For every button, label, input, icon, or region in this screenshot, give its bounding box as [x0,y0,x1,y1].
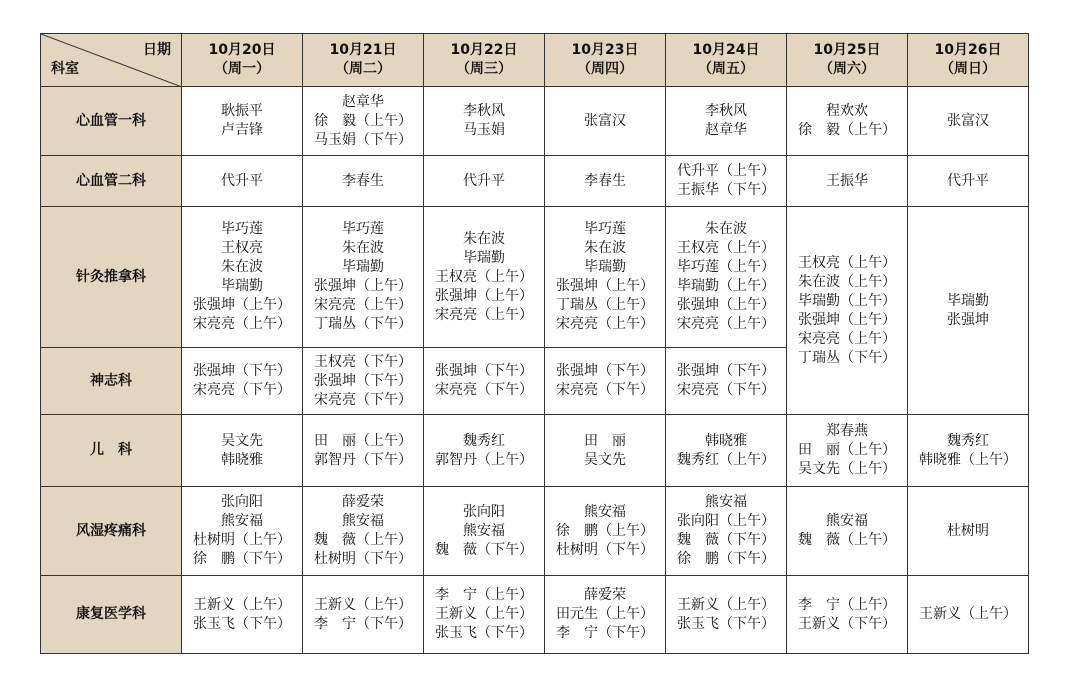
schedule-cell [182,207,303,348]
day-header [303,34,424,87]
day-header [666,34,787,87]
schedule-cell [666,348,787,415]
table-row [41,415,1029,487]
staff-entry: 徐 毅（上午） [798,122,896,138]
day-weekday: （周六） [819,61,875,77]
staff-entry: 熊安福 [342,513,384,529]
staff-entry: 张强坤（上午） [193,297,291,313]
schedule-cell-merged [908,207,1029,415]
date-label: 日期 [143,42,171,58]
staff-entry: 毕巧莲 [221,221,263,237]
schedule-cell [303,576,424,654]
schedule-cell [787,576,908,654]
schedule-cell [545,487,666,576]
staff-entry: 王新义（上午） [919,606,1017,622]
staff-entry: 朱在波 [463,230,505,247]
schedule-cell [182,487,303,576]
schedule-cell [787,487,908,576]
staff-entry: 田 丽 [584,432,626,449]
staff-entry: 张玉飞（下午） [193,615,291,632]
staff-entry: 徐 鹏（下午） [193,551,291,567]
schedule-cell [666,207,787,348]
staff-entry: 熊安福 [463,522,505,539]
staff-entry: 张强坤（下午） [193,363,291,379]
staff-entry: 代升平（上午） [677,163,775,179]
staff-entry: 王权亮（上午） [798,254,896,271]
day-header [787,34,908,87]
staff-entry: 丁瑞丛（上午） [556,297,654,313]
schedule-cell [424,348,545,415]
staff-entry: 熊安福 [705,494,747,510]
staff-entry: 李秋风 [463,103,505,119]
staff-entry: 吴文先（上午） [798,461,896,477]
staff-entry: 毕瑞勤 [463,249,505,266]
table-row [41,207,1029,348]
staff-entry: 王新义（上午） [314,596,412,613]
staff-entry: 张强坤（上午） [556,278,654,294]
table-row [41,156,1029,207]
table-row [41,487,1029,576]
staff-entry: 李春生 [584,172,626,189]
staff-entry: 李 宁（上午） [798,596,896,613]
staff-entry: 李 宁（上午） [435,587,533,603]
staff-entry: 张向阳 [221,494,263,510]
dept-name: 康复医学科 [41,576,182,654]
staff-entry: 宋亮亮（下午） [556,382,654,398]
schedule-cell [303,87,424,156]
staff-entry: 宋亮亮（上午） [314,297,412,313]
table-row [41,576,1029,654]
schedule-cell-merged [787,207,908,415]
staff-entry: 张强坤（上午） [677,297,775,313]
day-date: 10月20日 [208,42,276,58]
schedule-cell [908,576,1029,654]
staff-entry: 魏秀红 [947,432,989,449]
staff-entry: 杜树明（下午） [556,541,654,558]
staff-entry: 丁瑞丛（下午） [798,349,896,366]
staff-entry: 韩晓雅（上午） [919,451,1017,468]
staff-entry: 韩晓雅 [221,451,263,468]
day-weekday: （周二） [335,61,391,77]
staff-entry: 代升平 [947,172,989,189]
day-date: 10月22日 [450,42,518,58]
schedule-cell [424,576,545,654]
staff-entry: 朱在波 [584,240,626,256]
staff-entry: 朱在波 [221,259,263,275]
staff-entry: 杜树明（上午） [193,532,291,548]
staff-entry: 张强坤（上午） [435,287,533,304]
schedule-cell [787,87,908,156]
staff-entry: 毕巧莲（上午） [677,259,775,275]
day-weekday: （周四） [577,61,633,77]
staff-entry: 张强坤（上午） [314,278,412,294]
schedule-cell [182,576,303,654]
staff-entry: 张强坤 [947,311,989,328]
staff-entry: 张强坤（下午） [677,363,775,379]
corner-header [41,34,182,87]
staff-entry: 杜树明（下午） [314,551,412,567]
schedule-cell [545,576,666,654]
staff-entry: 魏秀红（上午） [677,451,775,468]
staff-entry: 田 丽（上午） [798,442,896,458]
staff-entry: 马玉娟 [463,122,505,138]
header-row [41,34,1029,87]
staff-entry: 宋亮亮（上午） [435,306,533,323]
schedule-cell [666,415,787,487]
day-header [182,34,303,87]
staff-entry: 徐 鹏（上午） [556,522,654,539]
day-date: 10月25日 [813,42,881,58]
day-date: 10月21日 [329,42,397,58]
staff-entry: 张玉飞（下午） [435,625,533,641]
schedule-cell [424,415,545,487]
dept-name: 神志科 [41,348,182,415]
schedule-cell [666,87,787,156]
staff-entry: 宋亮亮（下午） [435,382,533,398]
schedule-cell [424,87,545,156]
schedule-cell [545,156,666,207]
schedule-cell [545,87,666,156]
staff-entry: 毕巧莲 [584,221,626,237]
staff-entry: 王权亮（上午） [435,268,533,285]
staff-entry: 王权亮 [221,240,263,256]
staff-entry: 张富汉 [947,112,989,129]
staff-entry: 王新义（上午） [193,596,291,613]
staff-entry: 耿振平 [221,103,263,119]
staff-entry: 熊安福 [826,513,868,529]
table-row [41,87,1029,156]
schedule-cell [303,487,424,576]
day-header [908,34,1029,87]
staff-entry: 李 宁（下午） [314,615,412,632]
staff-entry: 薛爱荣 [342,494,384,510]
staff-entry: 宋亮亮（下午） [193,382,291,398]
staff-entry: 张向阳（上午） [677,513,775,529]
staff-entry: 张富汉 [584,112,626,129]
staff-entry: 魏 薇（下午） [677,532,775,548]
staff-entry: 毕巧莲 [342,221,384,237]
day-weekday: （周一） [214,61,270,77]
staff-entry: 丁瑞丛（下午） [314,316,412,332]
staff-entry: 张强坤（上午） [798,311,896,328]
staff-entry: 杜树明 [947,522,989,539]
staff-entry: 代升平 [463,172,505,189]
schedule-cell [182,87,303,156]
day-date: 10月23日 [571,42,639,58]
schedule-cell [424,156,545,207]
schedule-cell [303,156,424,207]
staff-entry: 张强坤（下午） [314,372,412,389]
schedule-cell [424,207,545,348]
staff-entry: 王权亮（上午） [677,240,775,256]
schedule-cell [787,415,908,487]
staff-entry: 吴文先 [221,432,263,449]
schedule-cell [787,156,908,207]
staff-entry: 魏秀红 [463,432,505,449]
schedule-cell [303,348,424,415]
staff-entry: 王振华（下午） [677,182,775,198]
schedule-cell [424,487,545,576]
schedule-cell [182,156,303,207]
duty-schedule-table [40,33,1029,654]
staff-entry: 王新义（下午） [798,615,896,632]
staff-entry: 王权亮（下午） [314,353,412,370]
staff-entry: 熊安福 [221,513,263,529]
day-header [424,34,545,87]
staff-entry: 李春生 [342,172,384,189]
staff-entry: 魏 薇（下午） [435,541,533,558]
day-date: 10月26日 [934,42,1002,58]
staff-entry: 王新义（上午） [677,596,775,613]
schedule-cell [666,576,787,654]
staff-entry: 徐 毅（上午） [314,112,412,129]
schedule-cell [303,207,424,348]
staff-entry: 郭智丹（下午） [314,451,412,468]
staff-entry: 薛爱荣 [584,587,626,603]
staff-entry: 朱在波 [342,240,384,256]
staff-entry: 魏 薇（上午） [314,532,412,548]
staff-entry: 田元生（上午） [556,606,654,622]
dept-label: 科室 [51,61,79,77]
schedule-cell [908,415,1029,487]
staff-entry: 田 丽（上午） [314,432,412,449]
staff-entry: 李秋风 [705,103,747,119]
staff-entry: 张强坤（下午） [556,363,654,379]
dept-name: 心血管一科 [41,87,182,156]
staff-entry: 李 宁（下午） [556,625,654,641]
day-weekday: （周三） [456,61,512,77]
schedule-cell [908,87,1029,156]
staff-entry: 熊安福 [584,503,626,520]
staff-entry: 赵章华 [705,122,747,138]
dept-name: 风湿疼痛科 [41,487,182,576]
staff-entry: 毕瑞勤（上午） [677,278,775,294]
staff-entry: 宋亮亮（上午） [556,316,654,332]
staff-entry: 张向阳 [463,503,505,520]
staff-entry: 王新义（上午） [435,606,533,622]
schedule-cell [545,207,666,348]
dept-name: 心血管二科 [41,156,182,207]
schedule-cell [182,415,303,487]
day-weekday: （周五） [698,61,754,77]
staff-entry: 吴文先 [584,451,626,468]
staff-entry: 宋亮亮（上午） [193,316,291,332]
staff-entry: 毕瑞勤 [221,278,263,294]
staff-entry: 赵章华 [342,93,384,110]
schedule-cell [182,348,303,415]
day-header [545,34,666,87]
staff-entry: 毕瑞勤 [947,292,989,309]
schedule-cell [908,487,1029,576]
schedule-cell [545,348,666,415]
staff-entry: 韩晓雅 [705,432,747,449]
staff-entry: 宋亮亮（上午） [798,330,896,347]
staff-entry: 马玉娟（下午） [314,131,412,148]
day-date: 10月24日 [692,42,760,58]
staff-entry: 郑春燕 [826,423,868,439]
staff-entry: 卢吉锋 [221,122,263,138]
staff-entry: 郭智丹（上午） [435,451,533,468]
schedule-cell [666,156,787,207]
staff-entry: 魏 薇（上午） [798,532,896,548]
staff-entry: 王振华 [826,172,868,189]
schedule-cell [545,415,666,487]
schedule-cell [303,415,424,487]
staff-entry: 张玉飞（下午） [677,615,775,632]
dept-name: 儿 科 [41,415,182,487]
staff-entry: 朱在波 [705,221,747,237]
schedule-cell [908,156,1029,207]
schedule-cell [666,487,787,576]
staff-entry: 宋亮亮（上午） [677,316,775,332]
staff-entry: 毕瑞勤 [342,259,384,275]
staff-entry: 朱在波（上午） [798,273,896,290]
staff-entry: 宋亮亮（下午） [314,391,412,408]
day-weekday: （周日） [940,61,996,77]
staff-entry: 宋亮亮（下午） [677,382,775,398]
staff-entry: 代升平 [221,172,263,189]
staff-entry: 程欢欢 [826,103,868,119]
staff-entry: 张强坤（下午） [435,363,533,379]
staff-entry: 毕瑞勤 [584,259,626,275]
dept-name: 针灸推拿科 [41,207,182,348]
staff-entry: 毕瑞勤（上午） [798,292,896,309]
staff-entry: 徐 鹏（下午） [677,551,775,567]
